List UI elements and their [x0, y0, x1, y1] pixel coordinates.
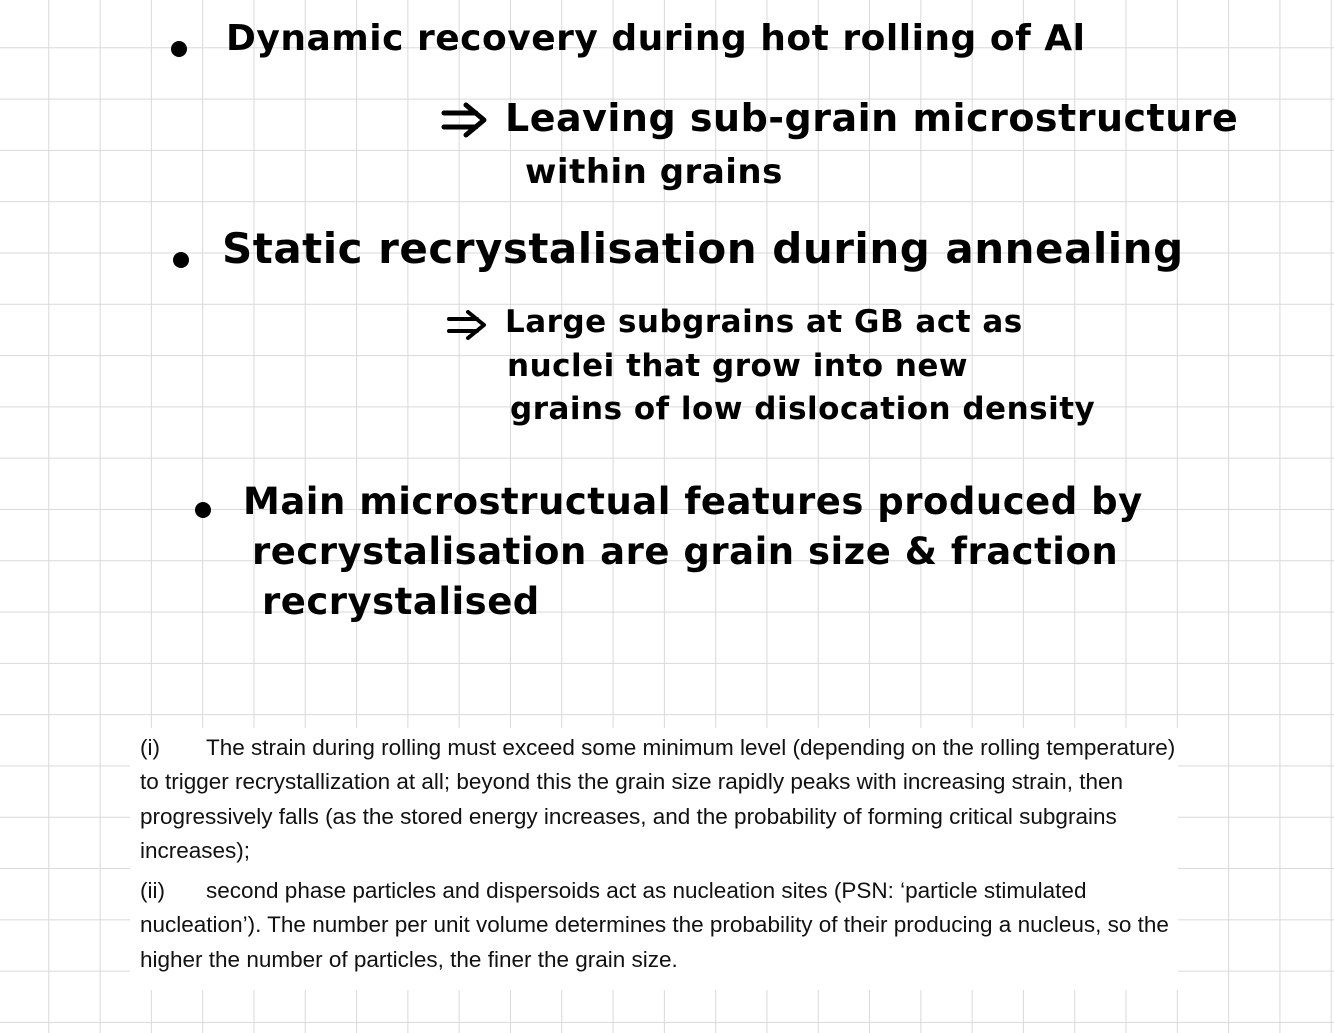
typed-text-block: [130, 728, 1178, 990]
bullet-dot: [195, 502, 211, 518]
typed-paragraph-ii: [140, 874, 1180, 977]
note-bullet2-sub3: grains of low dislocation density: [510, 391, 1096, 427]
note-bullet1-sub1: Leaving sub-grain microstructure: [505, 96, 1239, 140]
bullet-dot: [171, 41, 187, 57]
typed-paragraph-i: [140, 731, 1180, 868]
bullet-dot: [173, 252, 189, 268]
note-bullet1-line1: Dynamic recovery during hot rolling of Al: [226, 18, 1086, 59]
note-bullet3-line3: recrystalised: [262, 580, 540, 623]
note-bullet2-sub1: Large subgrains at GB act as: [505, 304, 1023, 340]
item-number: (i): [140, 735, 160, 760]
item-number: (ii): [140, 878, 165, 903]
item-text: second phase particles and dispersoids act as nucleation sites (PSN: ‘particle stimulated nucleation’). The number per unit volume determines the probability of their producing a nucleus, so the higher the number of particles, the finer the grain size.: [140, 878, 1169, 972]
implies-arrow-icon: [445, 309, 491, 341]
note-bullet3-line2: recrystalisation are grain size & fraction: [252, 530, 1119, 573]
note-bullet2-line1: Static recrystalisation during annealing: [222, 224, 1184, 273]
implies-arrow-icon: [440, 102, 492, 138]
note-bullet3-line1: Main microstructual features produced by: [243, 480, 1143, 523]
note-bullet2-sub2: nuclei that grow into new: [507, 348, 969, 384]
item-text: The strain during rolling must exceed some minimum level (depending on the rolling temperature) to trigger recrystallization at all; beyond this the grain size rapidly peaks with increasing strain, then progressively falls (as the stored energy increases, and the probability of forming critical subgrains increases);: [140, 735, 1176, 863]
note-bullet1-sub2: within grains: [525, 152, 783, 192]
